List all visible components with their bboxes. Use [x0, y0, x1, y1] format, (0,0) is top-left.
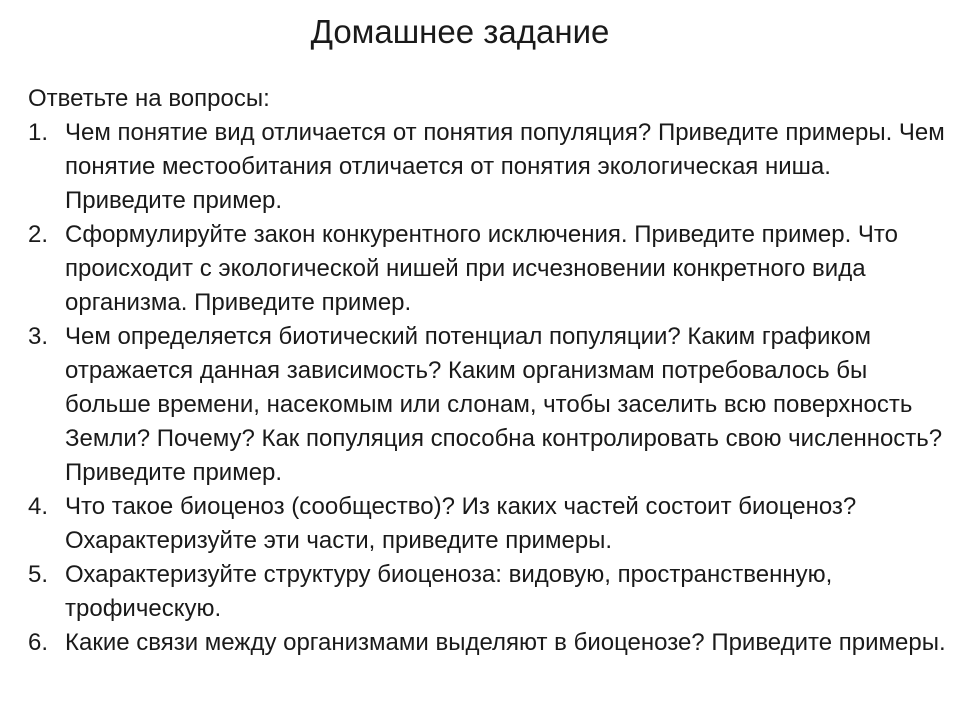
question-text: Сформулируйте закон конкурентного исключения. Приведите пример. Что происходит с экологической нишей при исчезновении конкретного вида организма. Приведите пример. [65, 221, 898, 316]
question-item [28, 218, 948, 320]
slide-content [28, 82, 948, 660]
slide-title: Домашнее задание [310, 13, 610, 50]
question-list [28, 116, 948, 660]
question-number: 3. [28, 323, 49, 350]
question-item [28, 626, 948, 660]
question-item [28, 320, 948, 490]
question-number: 4. [28, 493, 49, 520]
question-number: 1. [28, 119, 49, 146]
question-number: 2. [28, 221, 49, 248]
question-text: Чем определяется биотический потенциал популяции? Каким графиком отражается данная зависимость? Каким организмам потребовалось бы больше времени, насекомым или слонам, чтобы заселить всю поверхность Земли? Почему? Как популяция способна контролировать свою численность? Приведите пример. [65, 323, 943, 486]
question-item [28, 490, 948, 558]
question-item [28, 558, 948, 626]
question-text: Что такое биоценоз (сообщество)? Из каких частей состоит биоценоз? Охарактеризуйте эти части, приведите примеры. [65, 493, 857, 554]
question-item [28, 116, 948, 218]
question-text: Какие связи между организмами выделяют в биоценозе? Приведите примеры. [65, 629, 946, 656]
question-number: 6. [28, 629, 49, 656]
question-text: Охарактеризуйте структуру биоценоза: видовую, пространственную, трофическую. [65, 561, 833, 622]
intro-text: Ответьте на вопросы: [28, 85, 270, 112]
question-text: Чем понятие вид отличается от понятия популяция? Приведите примеры. Чем понятие местообитания отличается от понятия экологическая ниша. Приведите пример. [65, 119, 945, 214]
question-number: 5. [28, 561, 49, 588]
